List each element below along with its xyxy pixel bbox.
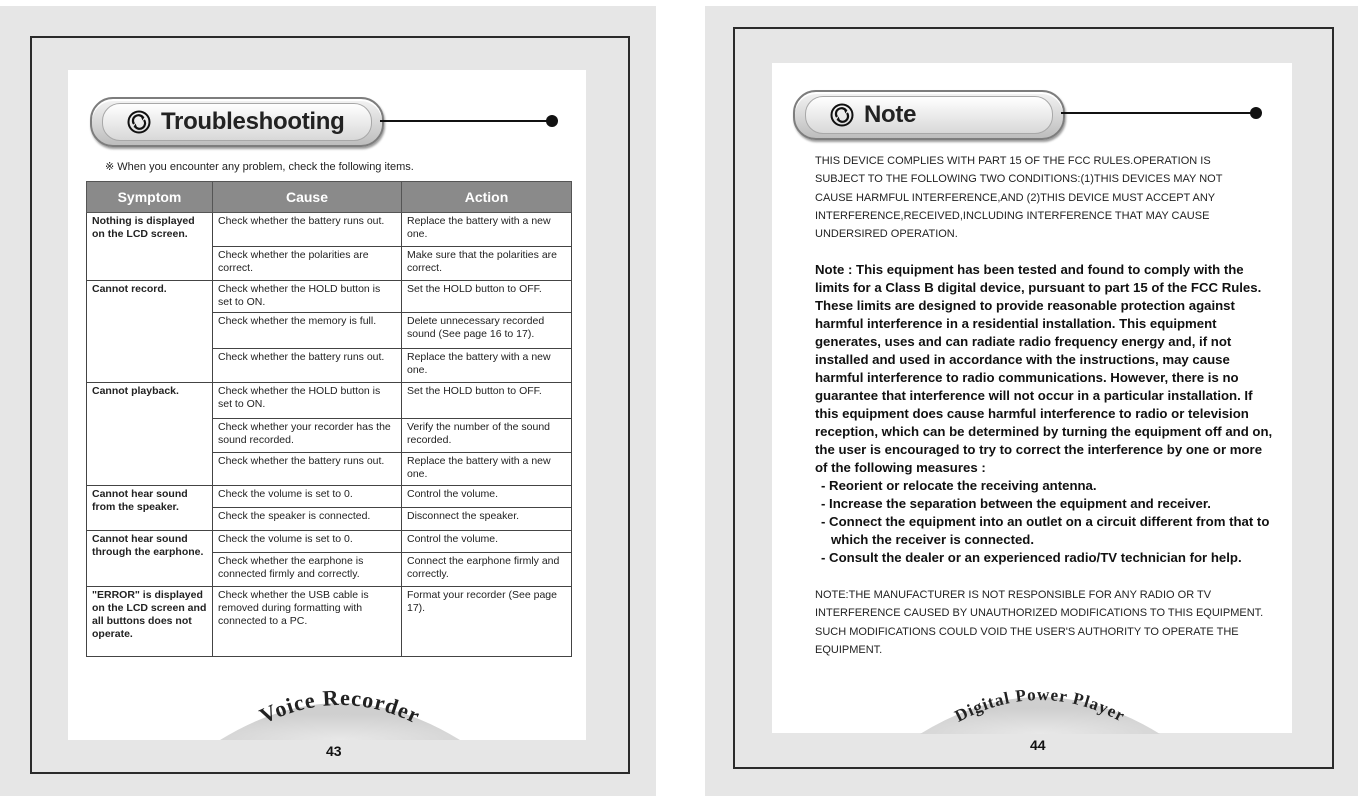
symptom-cell: Cannot record. bbox=[87, 281, 213, 383]
fcc-statement: THIS DEVICE COMPLIES WITH PART 15 OF THE FCC RULES.OPERATION IS SUBJECT TO THE FOLLOWING TWO CONDITIONS:(1)THIS DEVICES MAY NOT CAUSE HARMFUL INTERFERENCE,AND (2)THIS DEVICE MUST ACCEPT ANY INTERFERENCE,RECEIVED,INCLUDING INTERFERENCE THAT MAY CAUSE UNDERSIRED OPERATION. bbox=[815, 155, 1223, 241]
action-cell: Set the HOLD button to OFF. bbox=[402, 281, 572, 313]
cause-cell: Check whether the polarities are correct. bbox=[213, 247, 402, 281]
action-cell: Disconnect the speaker. bbox=[402, 508, 572, 531]
list-item: - Increase the separation between the equipment and receiver. bbox=[821, 496, 1211, 511]
table-row bbox=[87, 587, 572, 657]
action-cell: Replace the battery with a new one. bbox=[402, 349, 572, 383]
action-cell: Control the volume. bbox=[402, 486, 572, 508]
action-cell: Format your recorder (See page 17). bbox=[402, 587, 572, 657]
circle-arrows-icon bbox=[830, 103, 854, 127]
action-cell: Replace the battery with a new one. bbox=[402, 213, 572, 247]
header-rule bbox=[380, 120, 550, 122]
footer-brand: Voice Recorder bbox=[255, 684, 425, 729]
digital-power-player-footer bbox=[900, 670, 1180, 734]
page-number: 44 bbox=[1030, 737, 1046, 753]
circle-arrows-icon bbox=[127, 110, 151, 134]
symptom-cell: "ERROR" is displayed on the LCD screen and all buttons does not operate. bbox=[87, 587, 213, 657]
action-cell: Connect the earphone firmly and correctly. bbox=[402, 553, 572, 587]
intro-note: ※ When you encounter any problem, check the following items. bbox=[105, 161, 414, 173]
table-row bbox=[87, 486, 572, 508]
cause-cell: Check whether the battery runs out. bbox=[213, 349, 402, 383]
header-rule bbox=[1061, 112, 1256, 114]
header-rule-dot bbox=[546, 115, 558, 127]
list-item: - Connect the equipment into an outlet on a circuit different from that to which the receiver is connected. bbox=[821, 514, 1270, 547]
column-header: Action bbox=[402, 182, 572, 213]
footer-brand: Digital Power Player bbox=[951, 684, 1129, 726]
cause-cell: Check the speaker is connected. bbox=[213, 508, 402, 531]
action-cell: Set the HOLD button to OFF. bbox=[402, 383, 572, 419]
page-title: Troubleshooting bbox=[161, 108, 345, 135]
symptom-cell: Nothing is displayed on the LCD screen. bbox=[87, 213, 213, 281]
symptom-cell: Cannot playback. bbox=[87, 383, 213, 486]
note-header bbox=[793, 90, 1265, 140]
list-item: - Reorient or relocate the receiving antenna. bbox=[821, 478, 1097, 493]
voice-recorder-footer bbox=[200, 676, 480, 740]
table-row bbox=[87, 383, 572, 419]
column-header: Symptom bbox=[87, 182, 213, 213]
cause-cell: Check the volume is set to 0. bbox=[213, 486, 402, 508]
measures-list bbox=[815, 477, 1275, 567]
title-pill bbox=[90, 97, 384, 147]
cause-cell: Check whether the earphone is connected firmly and correctly. bbox=[213, 553, 402, 587]
cause-cell: Check whether the memory is full. bbox=[213, 313, 402, 349]
header-rule-dot bbox=[1250, 107, 1262, 119]
action-cell: Delete unnecessary recorded sound (See page 16 to 17). bbox=[402, 313, 572, 349]
troubleshooting-table bbox=[86, 181, 572, 657]
table-row bbox=[87, 213, 572, 247]
cause-cell: Check whether the HOLD button is set to ON. bbox=[213, 383, 402, 419]
action-cell: Make sure that the polarities are correct. bbox=[402, 247, 572, 281]
column-header: Cause bbox=[213, 182, 402, 213]
cause-cell: Check whether the battery runs out. bbox=[213, 213, 402, 247]
action-cell: Verify the number of the sound recorded. bbox=[402, 419, 572, 453]
symptom-cell: Cannot hear sound from the speaker. bbox=[87, 486, 213, 531]
page-number: 43 bbox=[326, 743, 342, 759]
manufacturer-note: NOTE:THE MANUFACTURER IS NOT RESPONSIBLE FOR ANY RADIO OR TV INTERFERENCE CAUSED BY UNAUTHORIZED MODIFICATIONS TO THIS EQUIPMENT. SUCH MODIFICATIONS COULD VOID THE USER'S AUTHORITY TO OPERATE THE EQUIPMENT. bbox=[815, 589, 1264, 656]
fcc-note-text: Note : This equipment has been tested and found to comply with the limits for a Class B digital device, pursuant to part 15 of the FCC Rules. These limits are designed to provide reasonable protection against harmful interference in a residential installation. This equipment generates, uses and can radiate radio frequency energy and, if not installed and used in accordance with the instructions, may cause harmful interference to radio communications. However, there is no guarantee that interference will not occur in a particular installation. If this equipment does cause harmful interference to radio or television reception, which can be determined by turning the equipment off and on, the user is encouraged to try to correct the interference by one or more of the following measures : bbox=[815, 262, 1273, 475]
cause-cell: Check whether the battery runs out. bbox=[213, 453, 402, 486]
cause-cell: Check whether your recorder has the sound recorded. bbox=[213, 419, 402, 453]
page-title: Note bbox=[864, 101, 917, 128]
action-cell: Control the volume. bbox=[402, 531, 572, 553]
title-pill bbox=[793, 90, 1065, 140]
cause-cell: Check whether the USB cable is removed during formatting with connected to a PC. bbox=[213, 587, 402, 657]
cause-cell: Check the volume is set to 0. bbox=[213, 531, 402, 553]
fcc-note bbox=[815, 261, 1275, 567]
table-row bbox=[87, 281, 572, 313]
action-cell: Replace the battery with a new one. bbox=[402, 453, 572, 486]
list-item: - Consult the dealer or an experienced radio/TV technician for help. bbox=[821, 550, 1242, 565]
table-row bbox=[87, 531, 572, 553]
symptom-cell: Cannot hear sound through the earphone. bbox=[87, 531, 213, 587]
cause-cell: Check whether the HOLD button is set to ON. bbox=[213, 281, 402, 313]
troubleshooting-header bbox=[90, 97, 560, 147]
table-header-row bbox=[87, 182, 572, 213]
